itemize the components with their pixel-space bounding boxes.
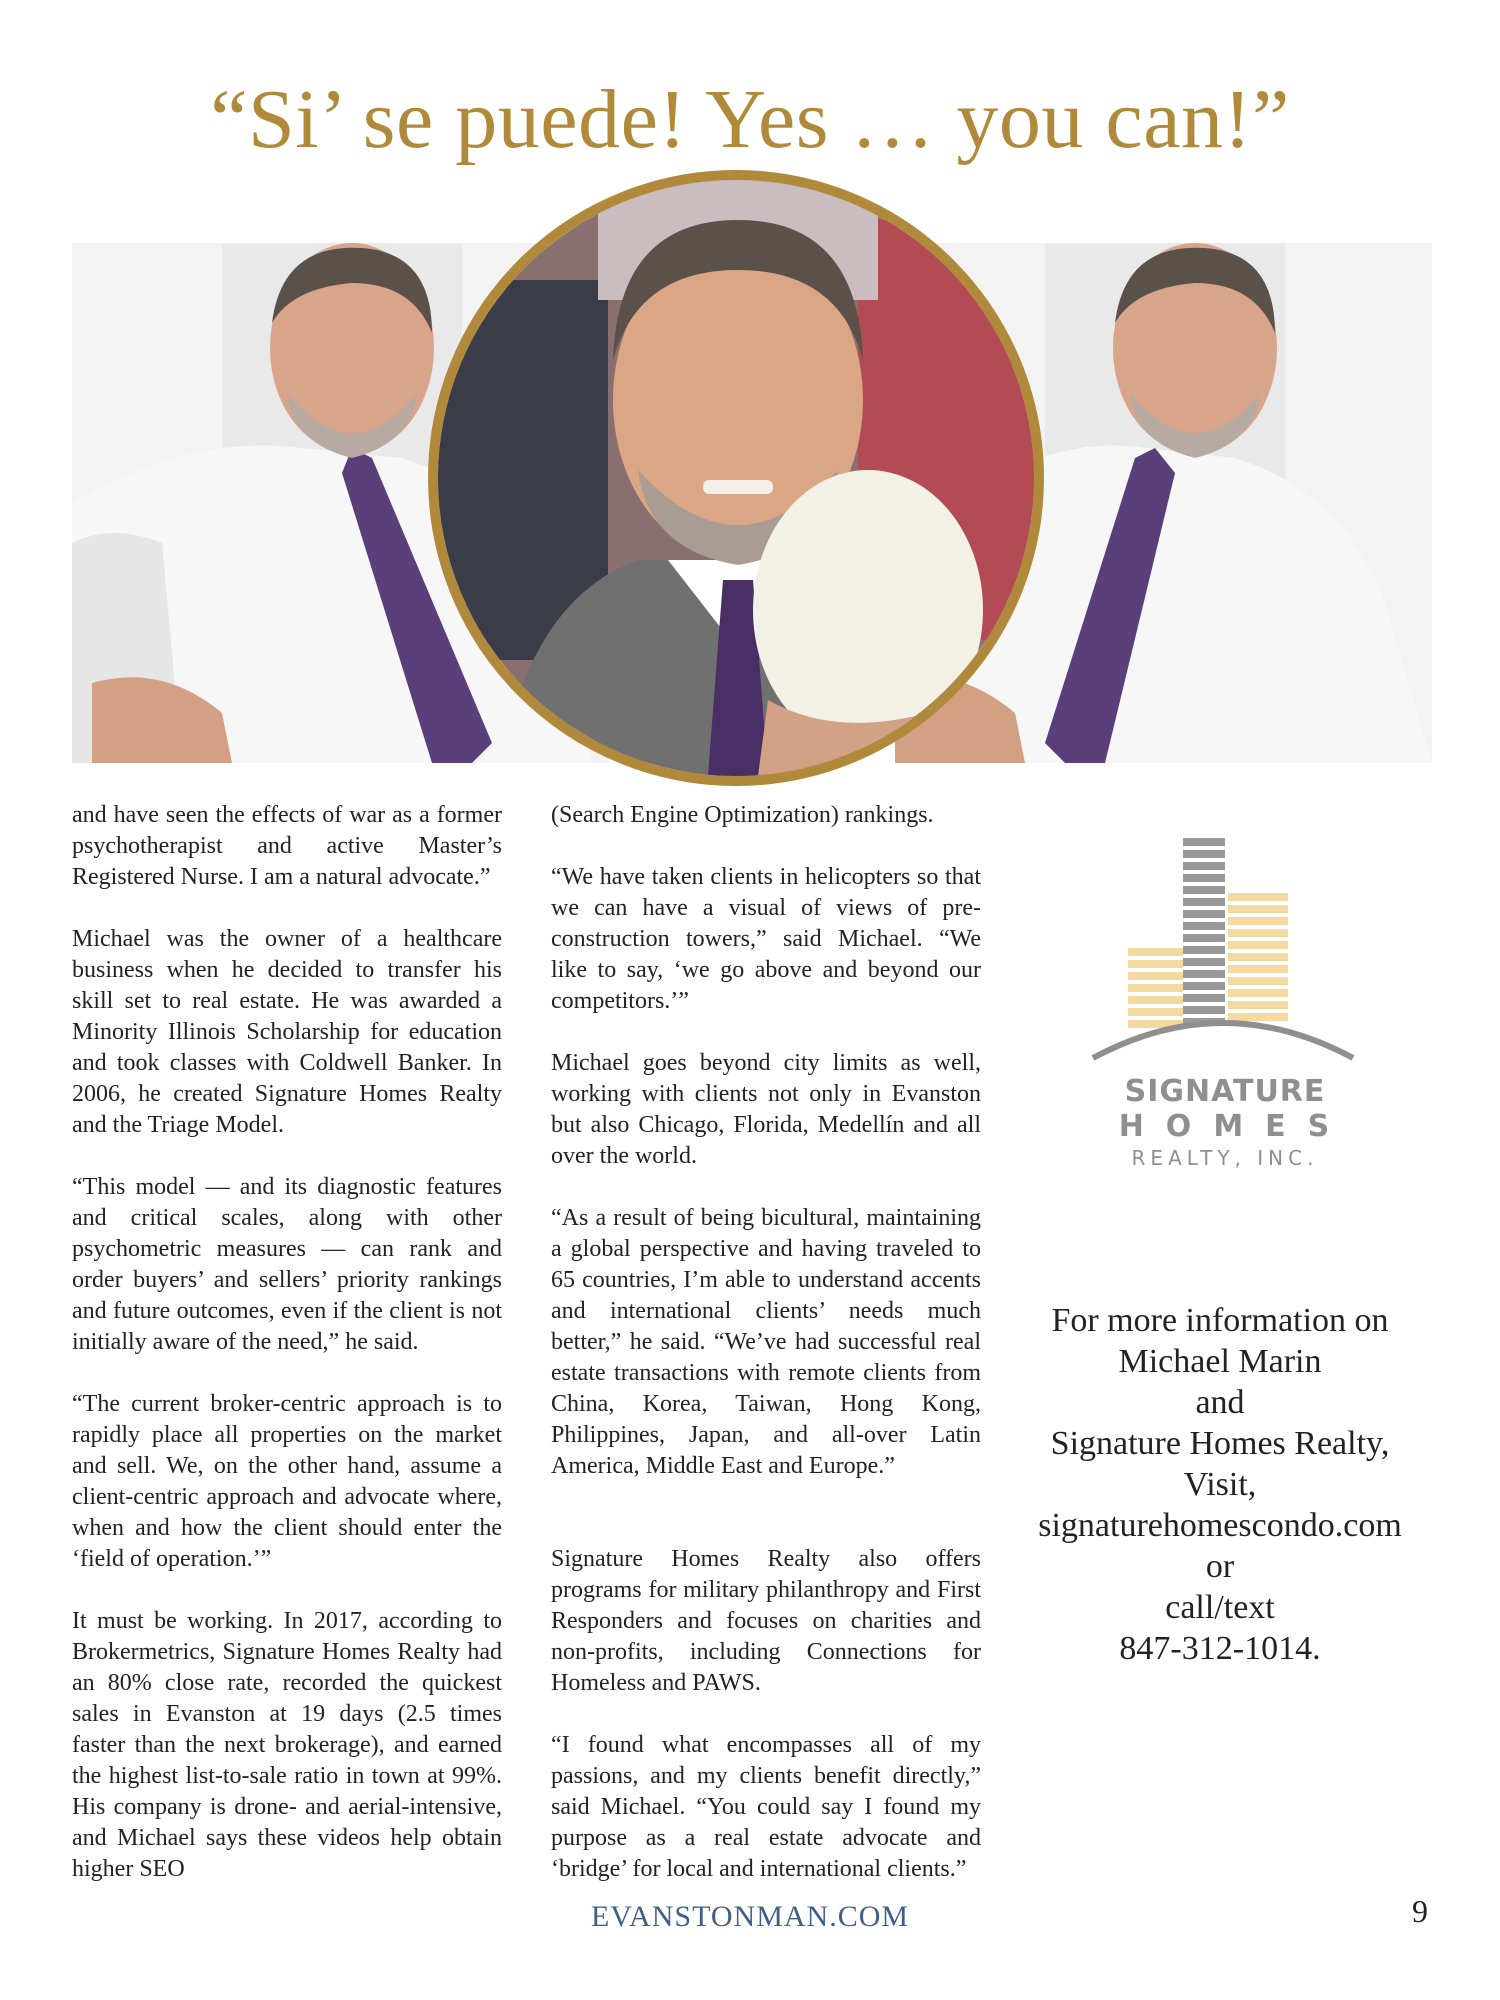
info-line: and	[1195, 1384, 1245, 1421]
info-line: or	[1205, 1548, 1235, 1585]
website-link[interactable]: signaturehomescondo.com	[1038, 1507, 1402, 1544]
paragraph: “I found what encompasses all of my passions, and my clients benefit directly,” said Michael. “You could say I found my purpose as a real estate advocate and ‘bridge’ for local and international clients.”	[551, 1732, 981, 1882]
paragraph: Michael goes beyond city limits as well, working with clients not only in Evanston but also Chicago, Florida, Medellín and all over the world.	[551, 1050, 981, 1169]
info-line: Michael Marin	[1118, 1343, 1322, 1380]
article-column-middle	[551, 800, 981, 1916]
logo-line-2: HOMES	[1118, 1109, 1352, 1144]
article-column-left	[72, 800, 502, 1916]
paragraph: Signature Homes Realty also offers programs for military philanthropy and First Responders and focuses on charities and non-profits, including Connections for Homeless and PAWS.	[551, 1546, 981, 1696]
paragraph: (Search Engine Optimization) rankings.	[551, 802, 934, 828]
info-line: call/text	[1165, 1589, 1275, 1626]
contact-info-block	[1000, 1300, 1440, 1669]
info-line: Signature Homes Realty,	[1050, 1425, 1390, 1462]
info-line: Visit,	[1183, 1466, 1257, 1503]
paragraph: Michael was the owner of a healthcare business when he decided to transfer his skill set to real estate. He was awarded a Minority Illinois Scholarship for education and took classes with Coldwell Banker. In 2006, he created Signature Homes Realty and the Triage Model.	[72, 926, 502, 1138]
paragraph: It must be working. In 2017, according to Brokermetrics, Signature Homes Realty had an 80% close rate, recorded the quickest sales in Evanston at 19 days (2.5 times faster than the next brokerage), and earned the highest list-to-sale ratio in town at 99%. His company is drone- and aerial-intensive, and Michael says these videos help obtain higher SEO	[72, 1608, 502, 1882]
info-line: For more information on	[1051, 1302, 1389, 1339]
phone-number[interactable]: 847-312-1014.	[1119, 1630, 1321, 1667]
footer-website[interactable]: EVANSTONMAN.COM	[590, 1900, 910, 1933]
logo-wordmark	[1080, 1075, 1370, 1171]
portrait-photo-center	[428, 170, 1044, 786]
paragraph: “The current broker-centric approach is to rapidly place all properties on the market and sell. We, on the other hand, assume a client-centric approach and advocate where, when and how the client should enter the ‘field of operation.’”	[72, 1391, 502, 1572]
paragraph: “This model — and its diagnostic features and critical scales, along with other psychometric measures — can rank and order buyers’ and sellers’ priority rankings and future outcomes, even if the client is not initially aware of the need,” he said.	[72, 1174, 502, 1355]
paragraph: “As a result of being bicultural, maintaining a global perspective and having traveled to 65 countries, I’m able to understand accents and international clients’ needs much better,” he said. “We’ve had successful real estate transactions with remote clients from China, Korea, Taiwan, Hong Kong, Philippines, Japan, and all-over Latin America, Middle East and Europe.”	[551, 1205, 981, 1479]
logo-line-1: SIGNATURE	[1124, 1074, 1326, 1109]
paragraph: “We have taken clients in helicopters so that we can have a visual of views of pre-construction towers,” said Michael. “We like to say, ‘we go above and beyond our competitors.’”	[551, 864, 981, 1014]
logo-line-3: REALTY, INC.	[1131, 1146, 1319, 1170]
page-number: 9	[1412, 1893, 1428, 1929]
paragraph: and have seen the effects of war as a former psychotherapist and active Master’s Registered Nurse. I am a natural advocate.”	[72, 802, 502, 890]
page-headline: “Si’ se puede! Yes … you can!”	[210, 73, 1290, 166]
